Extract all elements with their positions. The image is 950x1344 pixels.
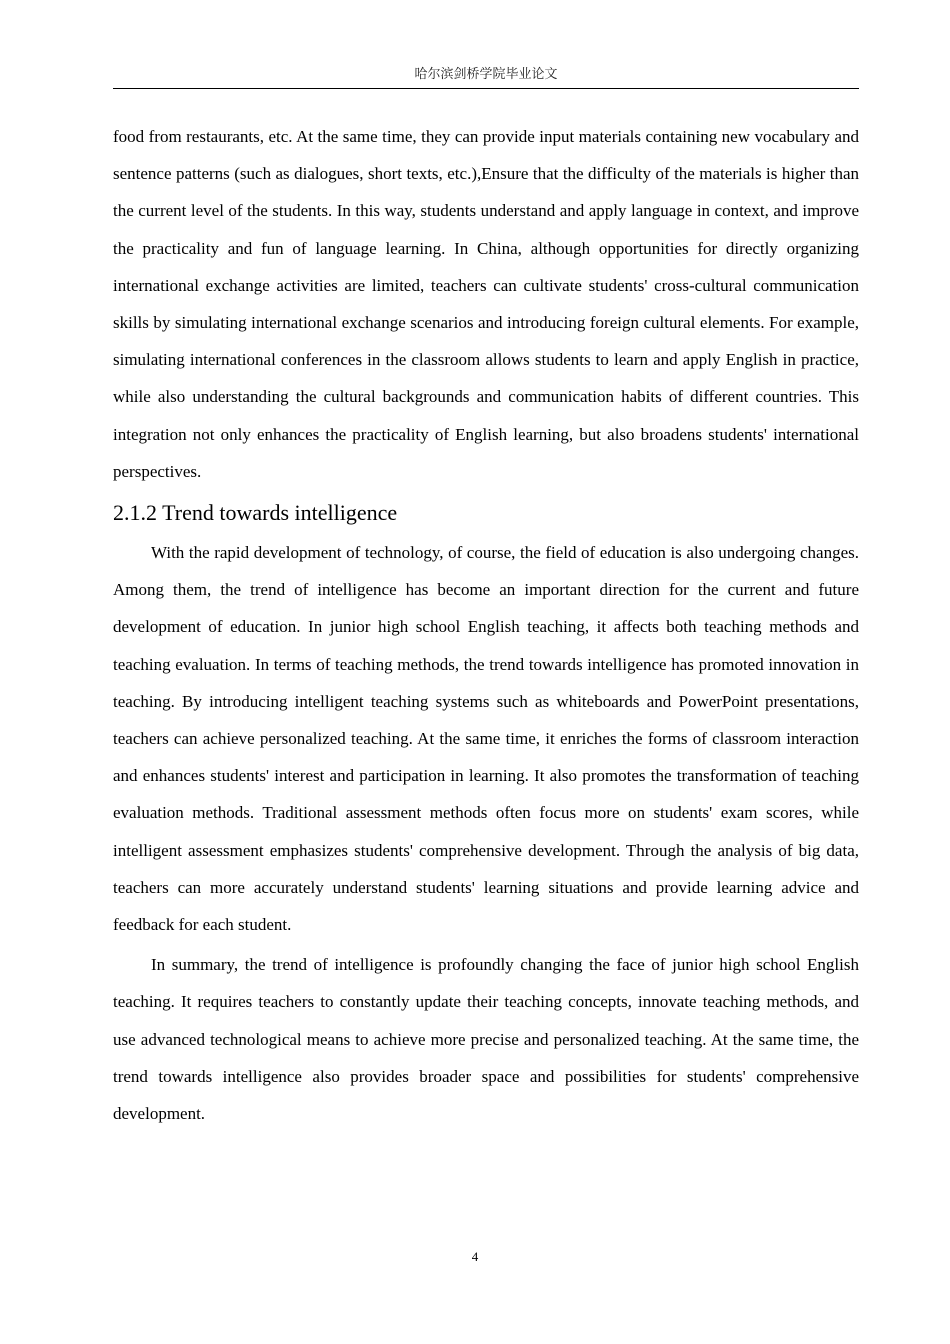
body-paragraph-2: With the rapid development of technology, of course, the field of education is also undergoing changes. Among them, the trend of intelligence has become an important direction for the current and future development of education. In junior high school English teaching, it affects both teaching methods and teaching evaluation. In terms of teaching methods, the trend towards intelligence has promoted innovation in teaching. By introducing intelligent teaching systems such as whiteboards and PowerPoint presentations, teachers can achieve personalized teaching. At the same time, it enriches the forms of classroom interaction and enhances students' interest and participation in learning. It also promotes the transformation of teaching evaluation methods. Traditional assessment methods often focus more on students' exam scores, while intelligent assessment emphasizes students' comprehensive development. Through the analysis of big data, teachers can more accurately understand students' learning situations and provide learning advice and feedback for each student. xyxy=(113,543,859,935)
header-divider xyxy=(113,88,859,89)
section-heading: 2.1.2 Trend towards intelligence xyxy=(113,500,398,526)
page-body xyxy=(113,118,859,1132)
page-number: 4 xyxy=(471,1249,479,1264)
page-header: 哈尔滨剑桥学院毕业论文 xyxy=(414,67,558,82)
body-paragraph-3: In summary, the trend of intelligence is profoundly changing the face of junior high school English teaching. It requires teachers to constantly update their teaching concepts, innovate teaching methods, and use advanced technological means to achieve more precise and personalized teaching. At the same time, the trend towards intelligence also provides broader space and possibilities for students' comprehensive development. xyxy=(113,955,859,1124)
body-paragraph-1: food from restaurants, etc. At the same time, they can provide input materials containing new vocabulary and sentence patterns (such as dialogues, short texts, etc.),Ensure that the difficulty of the materials is higher than the current level of the students. In this way, students understand and apply language in context, and improve the practicality and fun of language learning. In China, although opportunities for directly organizing international exchange activities are limited, teachers can cultivate students' cross-cultural communication skills by simulating international exchange scenarios and introducing foreign cultural elements. For example, simulating international conferences in the classroom allows students to learn and apply English in practice, while also understanding the cultural backgrounds and communication habits of different countries. This integration not only enhances the practicality of English learning, but also broadens students' international perspectives. xyxy=(113,127,859,481)
